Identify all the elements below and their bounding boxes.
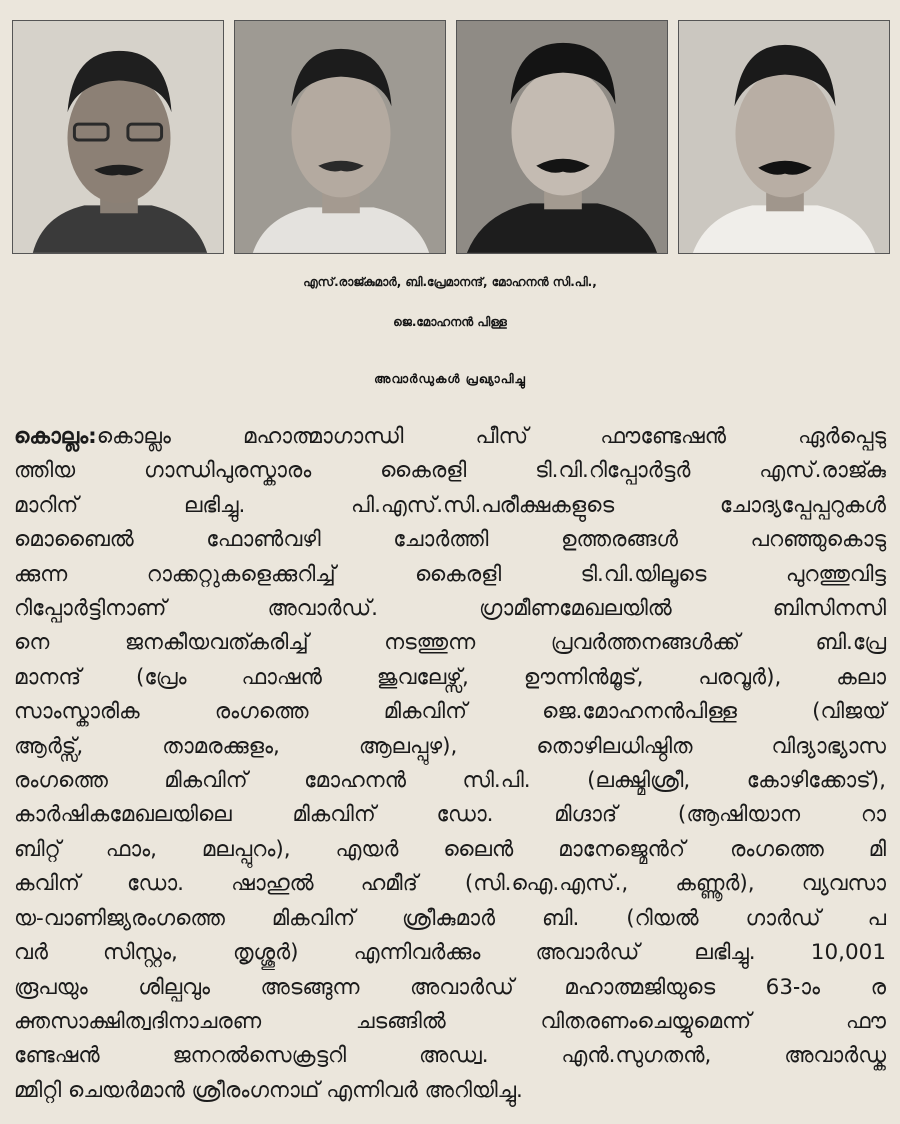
article-line: മാനന്ദ് (പ്രേം ഫാഷൻ ജുവലേഴ്സ്, ഊന്നിൻമൂട്, പരവൂർ), കലാ xyxy=(14,664,886,690)
photo-premanand xyxy=(234,20,446,254)
headline: അവാർഡുകൾ പ്രഖ്യാപിച്ചു xyxy=(374,372,526,386)
photo-rajkumar xyxy=(12,20,224,254)
article-line: ബിറ്റ് ഫാം, മലപ്പുറം), എയർ ലൈൻ മാനേജ്മെൻറ് രംഗത്തെ മി xyxy=(14,836,886,862)
article-line: കവിന് ഡോ. ഷാഹുൽ ഹമീദ് (സി.ഐ.എസ്., കണ്ണൂർ), വ്യവസാ xyxy=(14,871,886,897)
photo-mohanan-cp xyxy=(456,20,668,254)
article-line: നെ ജനകീയവത്കരിച്ച് നടത്തുന്ന പ്രവർത്തനങ്ങൾക്ക് ബി.പ്രേ xyxy=(14,630,886,656)
portrait-figure-1 xyxy=(13,21,223,253)
article-line: രംഗത്തെ മികവിന് മോഹനൻ സി.പി. (ലക്ഷ്മിശ്രീ, കോഴിക്കോട്), xyxy=(14,768,886,794)
article-line: ത്തിയ ഗാന്ധിപുരസ്കാരം കൈരളി ടി.വി.റിപ്പോർട്ടർ എസ്.രാജ്കു xyxy=(14,458,886,484)
article-line: ണ്ടേഷൻ ജനറൽസെക്രട്ടറി അഡ്വ. എൻ.സുഗതൻ, അവാർഡ്ക xyxy=(14,1043,886,1069)
photo-caption xyxy=(0,262,900,342)
article-line-text: കൊല്ലം മഹാത്മാഗാന്ധി പീസ് ഫൗണ്ടേഷൻ ഏർപ്പെടു xyxy=(96,424,886,449)
article-line: മൊബൈൽ ഫോൺവഴി ചോർത്തി ഉത്തരങ്ങൾ പറഞ്ഞുകൊടു xyxy=(14,527,886,553)
article-line: ആർട്സ്, താമരക്കുളം, ആലപ്പുഴ), തൊഴിലധിഷ്ഠിത വിദ്യാഭ്യാസ xyxy=(14,733,886,759)
article-line: മാറിന് ലഭിച്ചു. പി.എസ്.സി.പരീക്ഷകളുടെ ചോദ്യപ്പേപ്പറുകൾ xyxy=(14,492,886,518)
article-line: കാർഷികമേഖലയിലെ മികവിന് ഡോ. മിഗ്ദാദ് (ആഷിയാന റാ xyxy=(14,802,886,828)
dateline: കൊല്ലം: xyxy=(14,424,97,449)
article-line: റിപ്പോർട്ടിനാണ് അവാർഡ്. ഗ്രാമീണമേഖലയിൽ ബിസിനസി xyxy=(14,596,886,622)
portrait-figure-2 xyxy=(235,21,445,253)
article-line: യ-വാണിജ്യരംഗത്തെ മികവിന് ശ്രീകുമാർ ബി. (റിയൽ ഗാർഡ് പ xyxy=(14,905,886,931)
portrait-figure-3 xyxy=(457,21,667,253)
article-line: സാംസ്കാരിക രംഗത്തെ മികവിന് ജെ.മോഹനൻപിള്ള (വിജയ് xyxy=(14,699,886,725)
article-line: രൂപയും ശില്പവും അടങ്ങുന്ന അവാർഡ് മഹാത്മജിയുടെ 63-ാം ര xyxy=(14,974,886,1000)
caption-line-2: ജെ.മോഹനൻ പിള്ള xyxy=(393,315,507,329)
caption-line-1: എസ്.രാജ്കുമാർ, ബി.പ്രേമാനന്ദ്, മോഹനൻ സി.പി., xyxy=(303,275,597,289)
photo-mohanan-pillai xyxy=(678,20,890,254)
article-line: ക്കുന്ന റാക്കറ്റുകളെക്കുറിച്ച് കൈരളി ടി.വി.യിലൂടെ പുറത്തുവിട്ട xyxy=(14,561,886,587)
article-line: ക്തസാക്ഷിത്വദിനാചരണ ചടങ്ങിൽ വിതരണംചെയ്യുമെന്ന് ഫൗ xyxy=(14,1008,886,1034)
article-line: മ്മിറ്റി ചെയർമാൻ ശ്രീരംഗനാഥ് എന്നിവർ അറിയിച്ചു. xyxy=(14,1077,523,1103)
article-line: വർ സിസ്റ്റം, തൃശ്ശൂർ) എന്നിവർക്കും അവാർഡ് ലഭിച്ചു. 10,001 xyxy=(14,940,886,966)
article-line xyxy=(14,420,886,454)
article-body xyxy=(14,420,886,1108)
portrait-figure-4 xyxy=(679,21,889,253)
photo-row xyxy=(12,20,890,254)
